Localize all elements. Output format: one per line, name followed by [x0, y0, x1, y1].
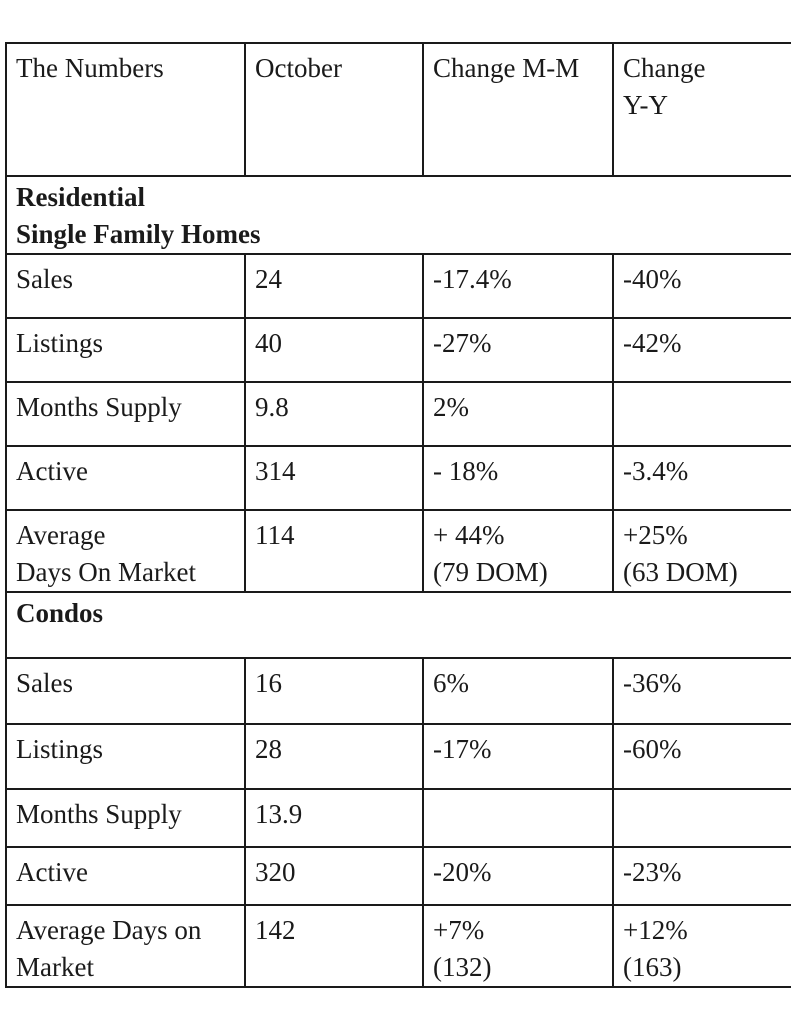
header-october: October: [245, 43, 423, 176]
table-header-row: [6, 43, 791, 176]
change-m-m-value: -17.4%: [423, 254, 613, 318]
change-m-m-value: - 18%: [423, 446, 613, 510]
change-y-y-value: [613, 789, 791, 847]
table-row: [6, 905, 791, 987]
row-label: Active: [6, 446, 245, 510]
change-y-y-value: [613, 382, 791, 446]
change-m-m-value: + 44% (79 DOM): [423, 510, 613, 592]
row-label: Listings: [6, 724, 245, 789]
row-label: Months Supply: [6, 382, 245, 446]
table-row: [6, 724, 791, 789]
october-value: 142: [245, 905, 423, 987]
table-row: [6, 510, 791, 592]
change-y-y-value: +12% (163): [613, 905, 791, 987]
row-label: Average Days On Market: [6, 510, 245, 592]
row-label: Average Days on Market: [6, 905, 245, 987]
change-m-m-value: [423, 789, 613, 847]
header-the-numbers: The Numbers: [6, 43, 245, 176]
change-m-m-value: 2%: [423, 382, 613, 446]
october-value: 9.8: [245, 382, 423, 446]
change-y-y-value: -3.4%: [613, 446, 791, 510]
section-title-condos: Condos: [6, 592, 791, 658]
header-change-m-m: Change M-M: [423, 43, 613, 176]
october-value: 320: [245, 847, 423, 905]
october-value: 28: [245, 724, 423, 789]
october-value: 13.9: [245, 789, 423, 847]
change-y-y-value: -23%: [613, 847, 791, 905]
section-title-residential: Residential Single Family Homes: [6, 176, 791, 254]
row-label: Listings: [6, 318, 245, 382]
market-numbers-table: [5, 42, 791, 988]
change-m-m-value: 6%: [423, 658, 613, 724]
table-row: [6, 254, 791, 318]
table-row: [6, 789, 791, 847]
change-m-m-value: +7% (132): [423, 905, 613, 987]
change-y-y-value: +25% (63 DOM): [613, 510, 791, 592]
change-y-y-value: -40%: [613, 254, 791, 318]
row-label: Sales: [6, 658, 245, 724]
section-row-residential: [6, 176, 791, 254]
change-m-m-value: -20%: [423, 847, 613, 905]
row-label: Months Supply: [6, 789, 245, 847]
row-label: Active: [6, 847, 245, 905]
october-value: 314: [245, 446, 423, 510]
change-m-m-value: -27%: [423, 318, 613, 382]
change-y-y-value: -42%: [613, 318, 791, 382]
table-row: [6, 658, 791, 724]
section-row-condos: [6, 592, 791, 658]
october-value: 16: [245, 658, 423, 724]
change-m-m-value: -17%: [423, 724, 613, 789]
october-value: 40: [245, 318, 423, 382]
header-change-y-y: Change Y-Y: [613, 43, 791, 176]
row-label: Sales: [6, 254, 245, 318]
october-value: 24: [245, 254, 423, 318]
table-row: [6, 382, 791, 446]
change-y-y-value: -60%: [613, 724, 791, 789]
october-value: 114: [245, 510, 423, 592]
table-row: [6, 446, 791, 510]
table-row: [6, 318, 791, 382]
table-row: [6, 847, 791, 905]
change-y-y-value: -36%: [613, 658, 791, 724]
